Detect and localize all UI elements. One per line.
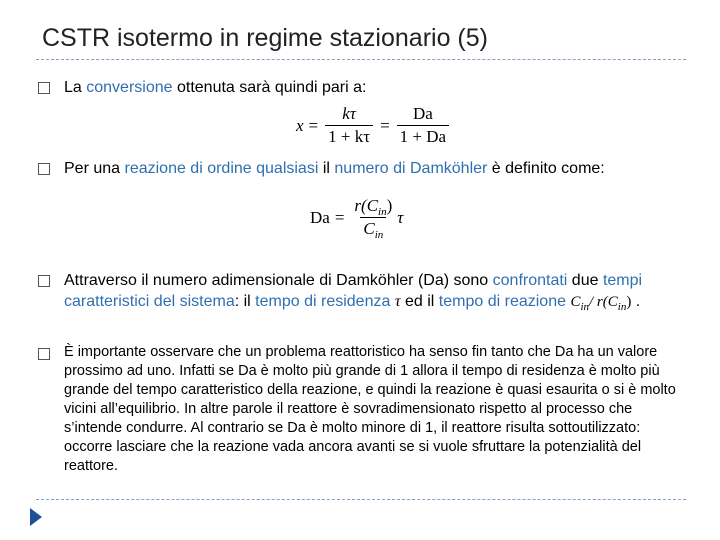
text-run: è definito come:	[487, 160, 605, 177]
keyword-conversione: conversione	[86, 79, 173, 96]
keyword-residenza: tempo di residenza	[255, 293, 391, 310]
eq-symbol: C	[570, 294, 581, 310]
footer-divider	[36, 499, 686, 500]
keyword-damkohler: numero di Damköhler	[334, 160, 488, 177]
text-run: : il	[234, 293, 256, 310]
eq-symbol: C	[363, 219, 375, 238]
reaction-time-formula	[570, 294, 632, 313]
text-run: ed il	[400, 293, 439, 310]
eq-symbol: )	[386, 196, 393, 215]
text-run: Attraverso il numero adimensionale di Damköhler (Da) sono	[64, 272, 493, 289]
eq-sign: =	[334, 207, 345, 227]
eq-subscript: in	[374, 229, 384, 241]
text-run: .	[635, 293, 641, 310]
eq-subscript: in	[378, 206, 387, 218]
numerator: kτ	[342, 104, 356, 123]
tau-symbol: τ	[394, 293, 401, 310]
eq-symbol: )	[626, 294, 632, 310]
eq-sign: =	[380, 115, 390, 135]
keyword-reazione-time: tempo di reazione	[438, 293, 566, 310]
eq-tau: τ	[397, 207, 404, 227]
keyword-tempi: tempi caratteristici del sistema	[64, 272, 643, 310]
eq-subscript: in	[580, 301, 590, 313]
text-run: ottenuta sarà quindi pari a:	[172, 79, 367, 96]
text-run: il	[318, 160, 335, 177]
denominator: 1 + kτ	[325, 125, 373, 147]
bullet-icon	[38, 275, 50, 287]
eq-symbol: r	[354, 196, 362, 215]
numerator	[351, 196, 395, 217]
fraction	[325, 104, 373, 147]
bullet-icon	[38, 348, 50, 360]
damkohler-equation	[310, 196, 403, 239]
eq-lhs: Da	[310, 207, 330, 227]
numerator: Da	[412, 104, 433, 123]
text-run: due	[567, 272, 603, 289]
title-divider	[36, 59, 686, 60]
conversion-equation	[296, 104, 451, 147]
bullet-1-text	[64, 77, 684, 98]
denominator	[360, 217, 386, 239]
text-run: Per una	[64, 160, 125, 177]
eq-subscript: in	[617, 301, 627, 313]
eq-symbol: (C	[602, 294, 618, 310]
bullet-2-text	[64, 158, 684, 179]
bullet-icon	[38, 163, 50, 175]
keyword-reazione: reazione di ordine qualsiasi	[124, 160, 319, 177]
bullet-icon	[38, 82, 50, 94]
keyword-confrontati: confrontati	[492, 272, 568, 289]
bullet-4-text	[64, 343, 684, 476]
text-run: È importante osservare che un problema reattoristico ha senso fin tanto che Da ha un valore prossimo ad uno. Infatti se Da è molto più grande di 1 allora il tempo di residenza è molto più grande del tempo caratteristico della reazione, e quindi la reazione è quasi esaurita o si è molto vicini all’equilibrio. In altre parole il reattore è sovradimensionato rispetto al processo che s’intende condurre. Al contrario se Da è molto minore di 1, il reattore risulta sottoutilizzato: occorre lasciare che la reazione vada ancora avanti se si vuole sfruttare la potenzialità del reattore.	[64, 344, 676, 474]
eq-sign: =	[308, 115, 319, 135]
eq-lhs: x	[296, 115, 304, 135]
fraction	[351, 196, 395, 239]
bullet-3-text	[64, 270, 684, 314]
denominator: 1 + Da	[397, 125, 449, 147]
text-run: La	[64, 79, 87, 96]
page-title: CSTR isotermo in regime stazionario (5)	[42, 24, 488, 52]
eq-symbol: / r	[589, 294, 603, 310]
fraction	[397, 104, 449, 147]
next-arrow-icon[interactable]	[30, 508, 42, 526]
eq-symbol: (C	[361, 196, 379, 215]
